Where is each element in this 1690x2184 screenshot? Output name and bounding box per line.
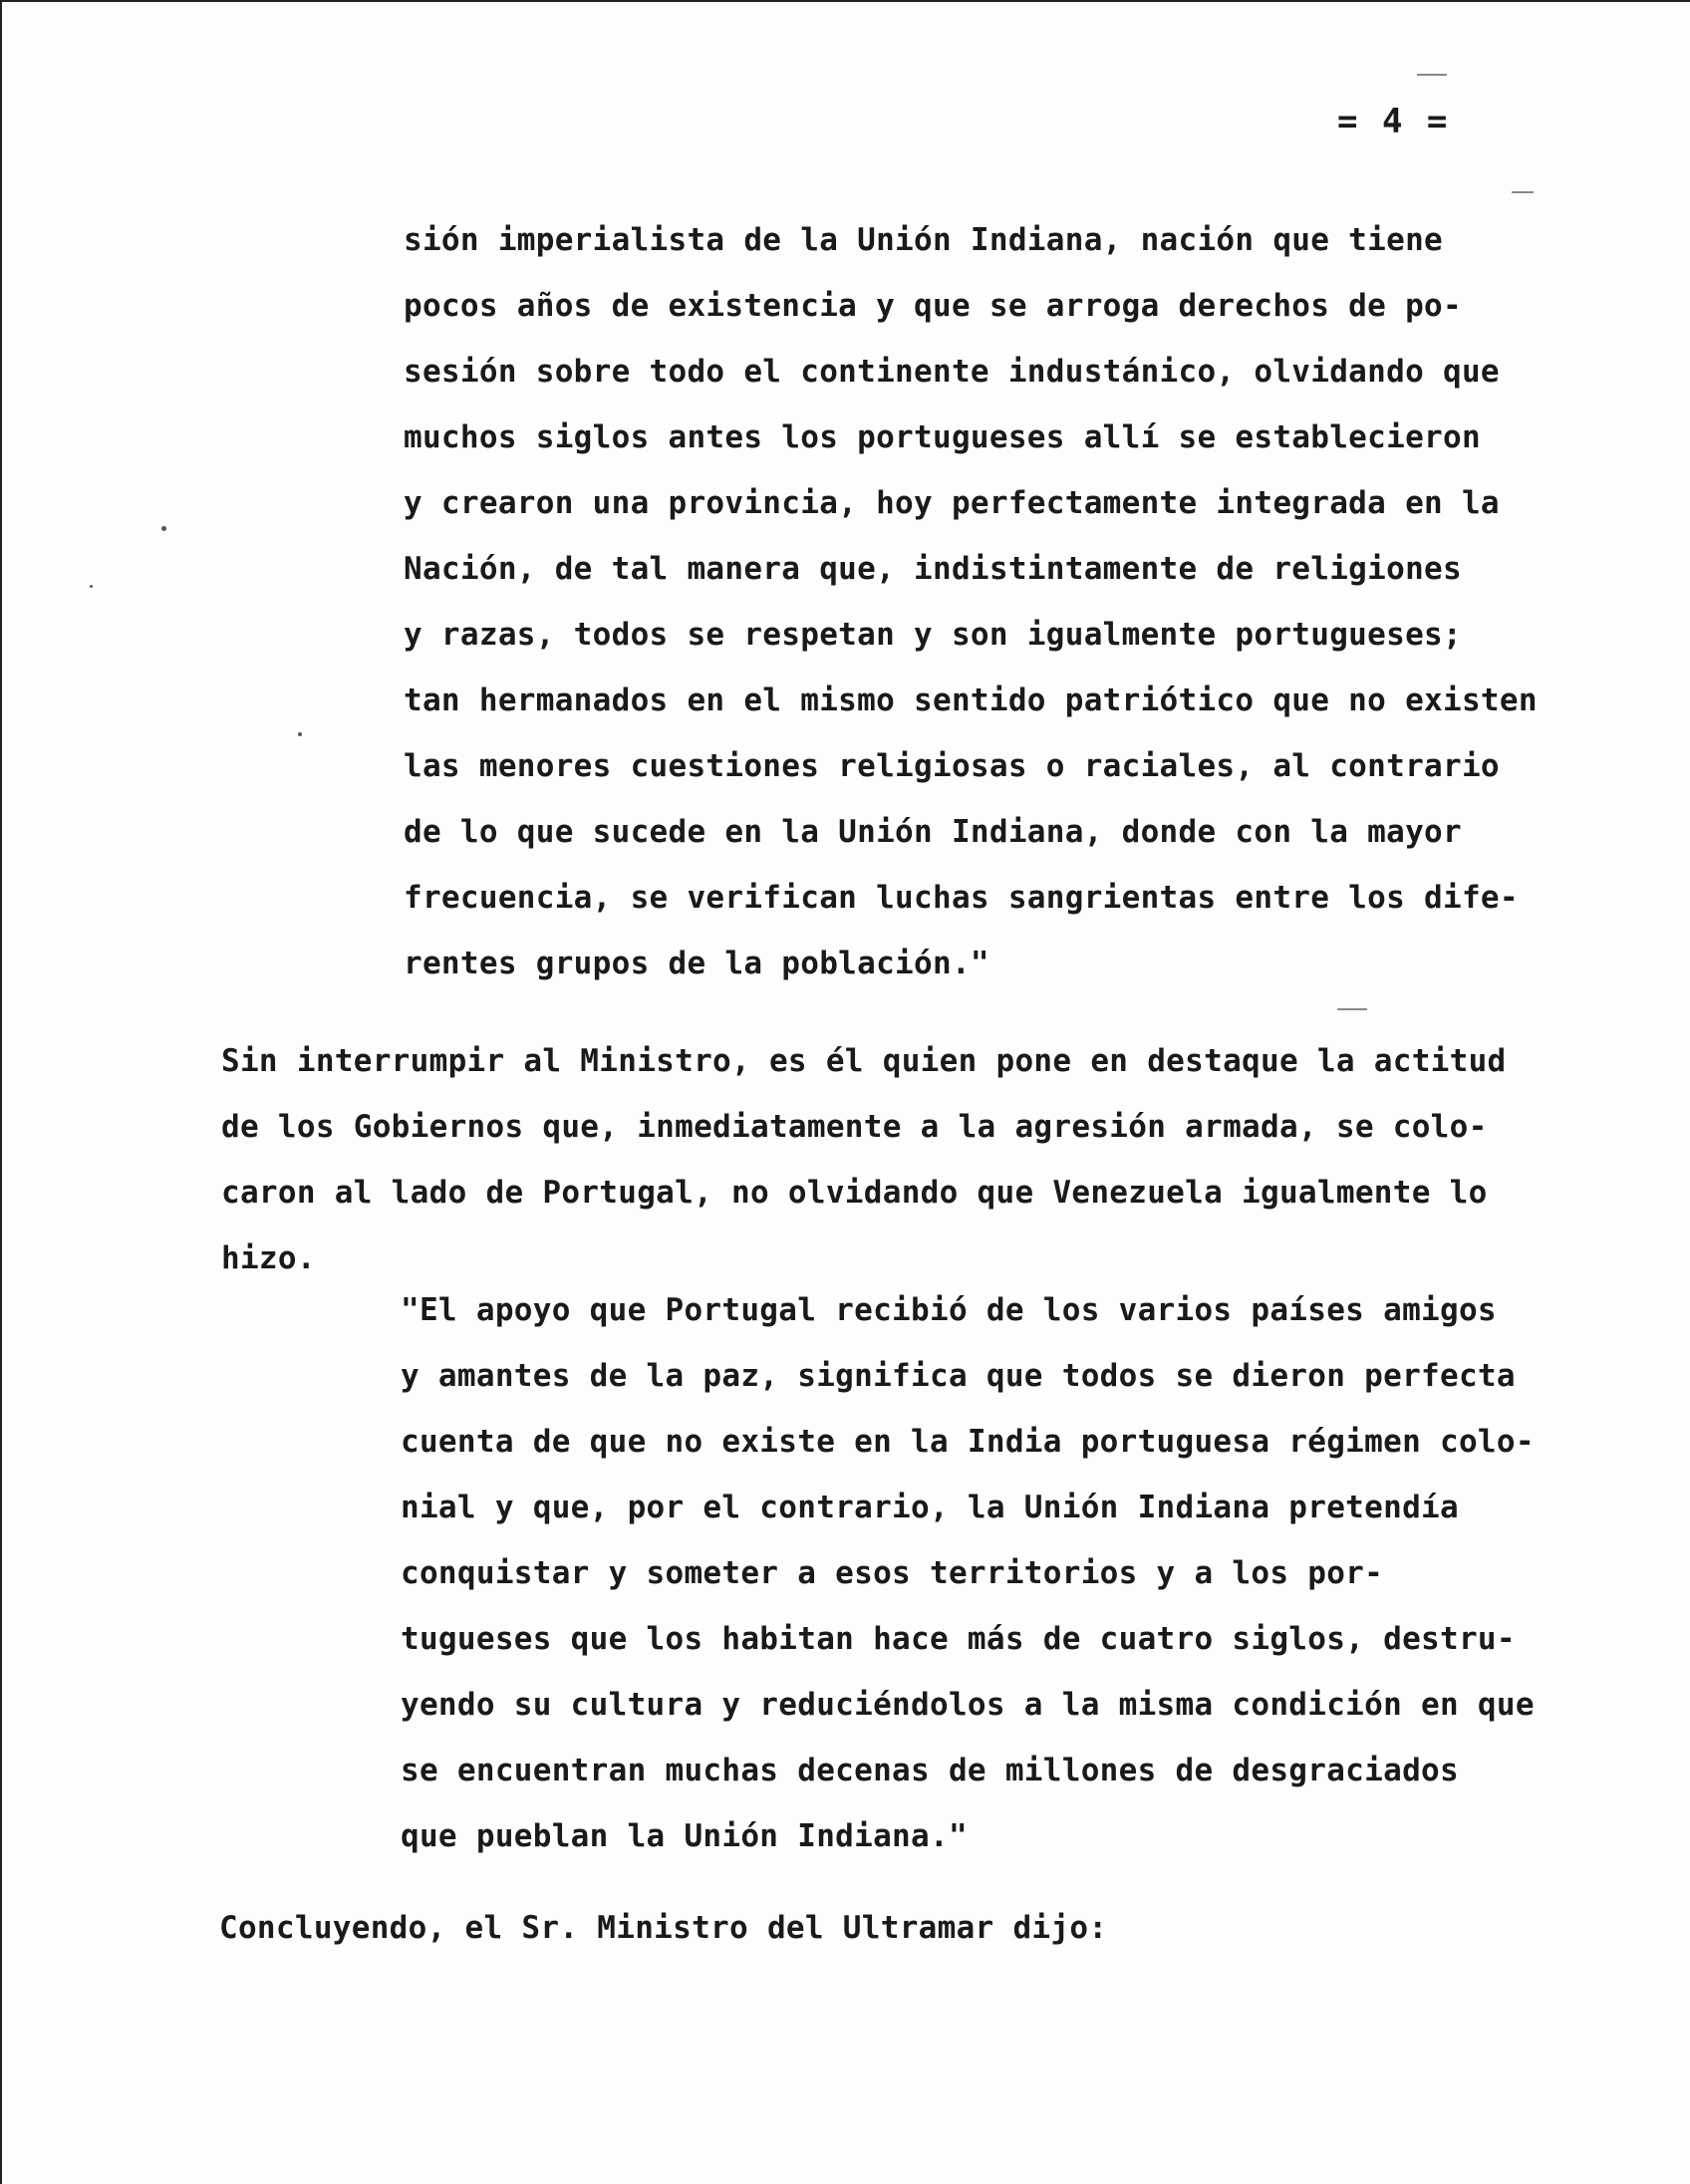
scan-mark <box>1417 74 1447 76</box>
quote1-line: y razas, todos se respetan y son igualmente portugueses; <box>404 617 1462 653</box>
quote2-line: se encuentran muchas decenas de millones de desgraciados <box>401 1753 1459 1788</box>
closing-line: Concluyendo, el Sr. Ministro del Ultramar dijo: <box>219 1910 1108 1946</box>
paragraph1-line: hizo. <box>221 1240 316 1276</box>
quote1-line: rentes grupos de la población." <box>404 946 989 981</box>
quote2-line: que pueblan la Unión Indiana." <box>401 1818 968 1854</box>
quote2-line: cuenta de que no existe en la India portuguesa régimen colo- <box>401 1424 1535 1460</box>
quote1-line: pocos años de existencia y que se arroga derechos de po- <box>404 288 1462 324</box>
scan-speck <box>298 732 302 736</box>
quote-block-1 <box>404 207 1538 996</box>
paragraph1-line: de los Gobiernos que, inmediatamente a la agresión armada, se colo- <box>221 1109 1488 1145</box>
quote1-line: las menores cuestiones religiosas o raciales, al contrario <box>404 748 1500 784</box>
scan-mark <box>1512 191 1534 193</box>
scan-speck <box>161 526 166 531</box>
quote1-line: frecuencia, se verifican luchas sangrientas entre los dife- <box>404 880 1519 916</box>
quote2-line: yendo su cultura y reduciéndolos a la misma condición en que <box>401 1687 1535 1723</box>
quote2-line: y amantes de la paz, significa que todos se dieron perfecta <box>401 1358 1516 1394</box>
scan-speck <box>90 585 93 588</box>
quote-block-2 <box>401 1277 1535 1869</box>
quote1-line: de lo que sucede en la Unión Indiana, donde con la mayor <box>404 814 1462 850</box>
page-number: = 4 = <box>1337 102 1450 141</box>
paragraph1-line: caron al lado de Portugal, no olvidando que Venezuela igualmente lo <box>221 1175 1488 1211</box>
closing-line-block <box>219 1895 1107 1961</box>
quote2-line: conquistar y someter a esos territorios y a los por- <box>401 1555 1384 1591</box>
quote1-line: sesión sobre todo el continente industánico, olvidando que <box>404 354 1500 390</box>
quote2-line: nial y que, por el contrario, la Unión Indiana pretendía <box>401 1490 1459 1525</box>
quote1-line: muchos siglos antes los portugueses allí se establecieron <box>404 419 1481 455</box>
quote1-line: sión imperialista de la Unión Indiana, nación que tiene <box>404 222 1443 258</box>
quote1-line: tan hermanados en el mismo sentido patriótico que no existen <box>404 682 1538 718</box>
quote1-line: Nación, de tal manera que, indistintamente de religiones <box>404 551 1462 587</box>
paragraph-1 <box>221 1028 1507 1291</box>
scan-mark <box>1337 1008 1367 1010</box>
paragraph1-line: Sin interrumpir al Ministro, es él quien pone en destaque la actitud <box>221 1043 1507 1079</box>
quote2-line: tugueses que los habitan hace más de cuatro siglos, destru- <box>401 1621 1516 1657</box>
quote1-line: y crearon una provincia, hoy perfectamente integrada en la <box>404 485 1500 521</box>
quote2-line: "El apoyo que Portugal recibió de los varios países amigos <box>401 1292 1497 1328</box>
